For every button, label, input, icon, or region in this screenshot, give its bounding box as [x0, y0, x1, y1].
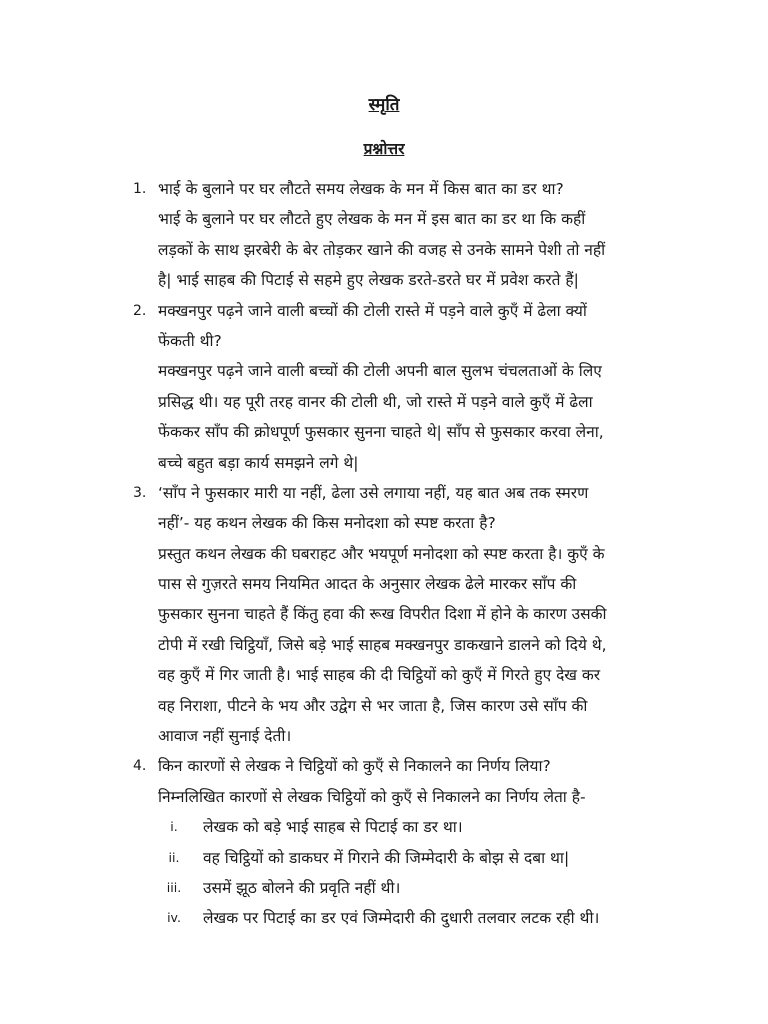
answer-line: पास से गुज़रते समय नियमित आदत के अनुसार लेखक ढेले मारकर साँप की — [158, 575, 577, 594]
question-text: फेंकती थी? — [158, 331, 222, 350]
question-block — [130, 174, 670, 296]
sub-point — [130, 903, 670, 933]
question-answer-list — [130, 174, 670, 934]
question-text: ‘साँप ने फुसकार मारी या नहीं, ढेला उसे लगाया नहीं, यह बात अब तक स्मरण — [158, 483, 589, 502]
question-block — [130, 296, 670, 478]
question-line — [130, 751, 670, 781]
answer-line: वह निराशा, पीटने के भय और उद्वेग से भर जाता है, जिस कारण उसे साँप की — [158, 696, 588, 715]
question-line — [130, 508, 670, 538]
question-text: भाई के बुलाने पर घर लौटते समय लेखक के मन में किस बात का डर था? — [158, 180, 564, 198]
question-text: किन कारणों से लेखक ने चिट्ठियों को कुएँ से निकालने का निर्णय लिया? — [158, 757, 551, 776]
answer-line: फेंककर साँप की क्रोधपूर्ण फुसकार सुनना चाहते थे| साँप से फुसकार करवा लेना, — [158, 423, 604, 442]
answer-line: आवाज नहीं सुनाई देती। — [158, 727, 292, 746]
answer-line: फुसकार सुनना चाहते हैं किंतु हवा की रूख विपरीत दिशा में होने के कारण उसकी — [158, 605, 607, 624]
answer-line: है| भाई साहब की पिटाई से सहमे हुए लेखक डरते-डरते घर में प्रवेश करते हैं| — [158, 271, 579, 290]
page-title: स्मृति — [368, 95, 400, 115]
question-text: मक्खनपुर पढ़ने जाने वाली बच्चों की टोली रास्ते में पड़ने वाले कुएँ में ढेला क्यों — [158, 301, 587, 320]
question-number: 1. — [133, 181, 147, 197]
question-block — [130, 478, 670, 752]
answer-line: मक्खनपुर पढ़ने जाने वाली बच्चों की टोली अपनी बाल सुलभ चंचलताओं के लिए — [158, 362, 602, 381]
sub-point — [130, 873, 670, 903]
answer-line: वह कुएँ में गिर जाती है। भाई साहब की दी चिट्ठियों को कुएँ में गिरते हुए देख कर — [158, 666, 601, 685]
answer-line: टोपी में रखी चिट्ठियाँ, जिसे बड़े भाई साहब मक्खनपुर डाकखाने डालने को दिये थे, — [158, 635, 607, 654]
answer-line: प्रस्तुत कथन लेखक की घबराहट और भयपूर्ण मनोदशा को स्पष्ट करता है। कुएँ के — [158, 544, 605, 563]
sub-point-number: i. — [170, 819, 178, 835]
answer-line: भाई के बुलाने पर घर लौटते हुए लेखक के मन में इस बात का डर था कि कहीं — [158, 210, 586, 229]
answer-line: बच्चे बहुत बड़ा कार्य समझने लगे थे| — [158, 453, 359, 472]
question-line — [130, 478, 670, 508]
question-block — [130, 751, 670, 933]
question-line — [130, 326, 670, 356]
answer-line: निम्नलिखित कारणों से लेखक चिट्ठियों को कुएँ से निकालने का निर्णय लेता है- — [158, 787, 586, 806]
answer-line: प्रसिद्ध थी। यह पूरी तरह वानर की टोली थी, जो रास्ते में पड़ने वाले कुएँ में ढेला — [158, 392, 593, 411]
question-text: नहीं’- यह कथन लेखक की किस मनोदशा को स्पष्ट करता है? — [158, 514, 496, 533]
sub-point — [130, 843, 670, 873]
question-number: 3. — [133, 484, 147, 501]
question-line — [130, 174, 670, 204]
sub-point-text: वह चिट्ठियों को डाकघर में गिराने की जिम्मेदारी के बोझ से दबा था| — [203, 848, 570, 867]
sub-point-text: लेखक को बड़े भाई साहब से पिटाई का डर था। — [203, 818, 463, 837]
question-line — [130, 296, 670, 326]
page-subtitle: प्रश्नोत्तर — [363, 140, 405, 158]
sub-point — [130, 812, 670, 842]
sub-point-number: ii. — [168, 849, 180, 865]
sub-point-number: iii. — [166, 879, 182, 895]
question-number: 2. — [133, 302, 147, 319]
sub-point-text: उसमें झूठ बोलने की प्रवृति नहीं थी। — [203, 878, 401, 897]
answer-line: लड़कों के साथ झरबेरी के बेर तोड़कर खाने की वजह से उनके सामने पेशी तो नहीं — [158, 240, 606, 259]
sub-point-text: लेखक पर पिटाई का डर एवं जिम्मेदारी की दुधारी तलवार लटक रही थी। — [203, 909, 600, 928]
question-number: 4. — [133, 758, 147, 775]
sub-point-number: iv. — [167, 910, 181, 926]
